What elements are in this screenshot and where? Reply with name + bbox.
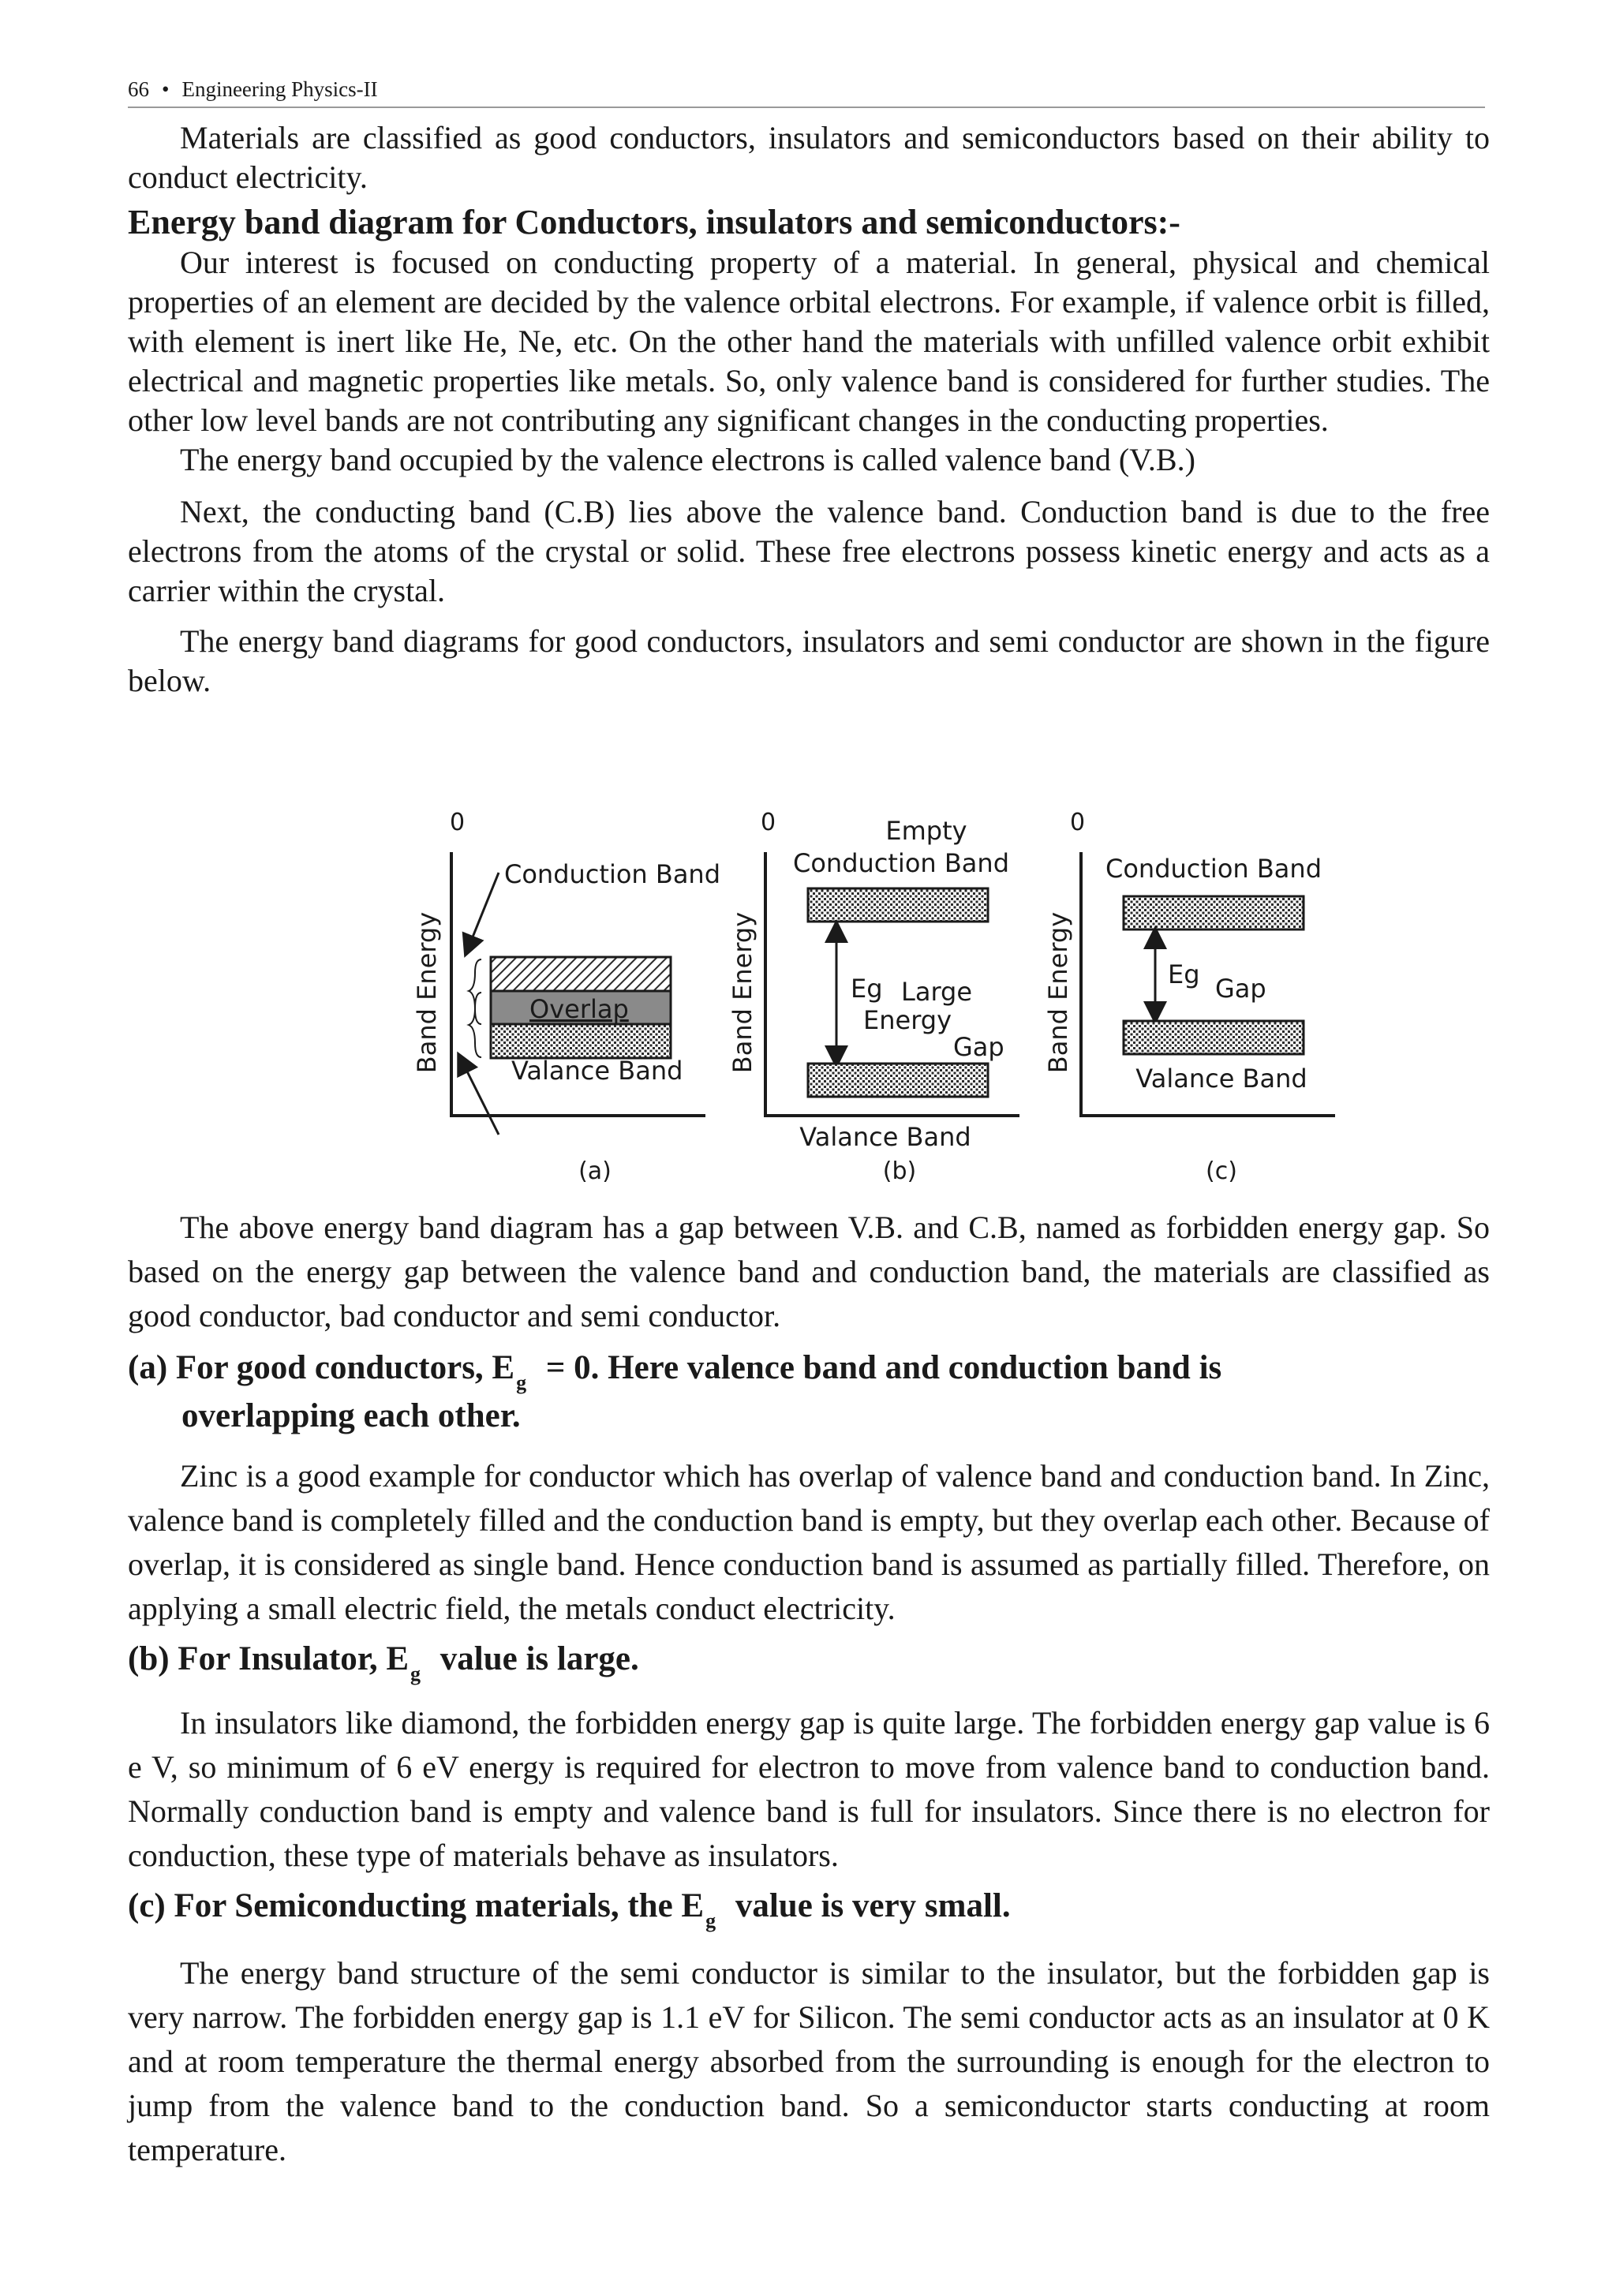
diagram-b-large-label: Large: [901, 977, 973, 1007]
heading-semiconducting: [128, 1884, 1490, 1932]
diagram-b-valence-band: [808, 1064, 988, 1097]
energy-band-diagrams: [128, 732, 1490, 1190]
heading-b-text-rest: value is large.: [432, 1640, 639, 1677]
diagram-a-overlap-label: Overlap: [529, 994, 629, 1024]
heading-b-subscript: g: [410, 1662, 421, 1685]
heading-insulator: [128, 1637, 1490, 1685]
diagram-b-empty-label: Empty: [885, 816, 967, 846]
section-heading: Energy band diagram for Conductors, insulators and semiconductors:-: [128, 203, 1180, 241]
book-title: Engineering Physics-II: [181, 77, 378, 101]
diagram-b-y-label: Band Energy: [728, 911, 758, 1074]
diagram-c-valence-label: Valance Band: [1135, 1064, 1307, 1094]
diagram-b-valence-label: Valance Band: [799, 1122, 971, 1152]
diagram-b-caption: (b): [882, 1157, 917, 1185]
page-body: [128, 118, 1490, 2172]
diagram-c-gap-label: Gap: [1215, 974, 1266, 1004]
paragraph-valence-band: The energy band occupied by the valence electrons is called valence band (V.B.): [180, 442, 1195, 477]
heading-a-text: (a) For good conductors, E: [128, 1349, 515, 1386]
diagram-b-origin: 0: [761, 809, 776, 836]
diagram-a-conduction-arrow: [469, 873, 499, 947]
diagram-c-conduction-label: Conduction Band: [1105, 854, 1322, 884]
diagram-a-valence-label: Valance Band: [511, 1056, 683, 1086]
diagram-a-conduction-band: [491, 957, 671, 991]
diagram-a-caption: (a): [578, 1157, 612, 1185]
diagram-b-energy-label: Energy: [863, 1005, 952, 1035]
diagram-a-brace-lower: [469, 993, 481, 1057]
diagram-b-conduction-label: Conduction Band: [792, 848, 1010, 878]
diagram-a-conductor: [412, 809, 720, 1185]
paragraph-figure-intro: The energy band diagrams for good conductors, insulators and semi conductor are shown in the figure below.: [128, 623, 1490, 698]
header-separator: •: [162, 77, 170, 101]
page-number: 66: [128, 77, 149, 101]
paragraph-diamond: In insulators like diamond, the forbidden energy gap is quite large. The forbidden energy gap value is 6 e V, so minimum of 6 eV energy is required for electron to move from valence band to conduction band. Normally conduction band is empty and valence band is full for insulators. Since there is no electron for conduction, these type of materials behave as insulators.: [128, 1705, 1490, 1873]
diagram-c-valence-band: [1124, 1021, 1304, 1054]
diagram-a-valence-arrow: [462, 1062, 499, 1135]
paragraph-valence-orbital: Our interest is focused on conducting property of a material. In general, physical and chemical properties of an element are decided by the valence orbital electrons. For example, if valence orbit is filled, with element is inert like He, Ne, etc. On the other hand the materials with unfilled valence orbit exhibit electrical and magnetic properties like metals. So, only valence band is considered for further studies. The other low level bands are not contributing any significant changes in the conducting properties.: [128, 245, 1490, 438]
intro-paragraph: Materials are classified as good conductors, insulators and semiconductors based on their ability to conduct electricity.: [128, 120, 1490, 195]
heading-c-subscript: g: [705, 1909, 716, 1932]
running-header: [128, 77, 1485, 108]
heading-a-subscript: g: [516, 1371, 527, 1394]
paragraph-silicon: The energy band structure of the semi conductor is similar to the insulator, but the forbidden gap is very narrow. The forbidden energy gap is 1.1 eV for Silicon. The semi conductor acts as an insulator at 0 K and at room temperature the thermal energy absorbed from the surrounding is enough for the electron to jump from the valence band to the conduction band. So a semiconductor starts conducting at room temperature.: [128, 1955, 1490, 2167]
diagram-a-y-label: Band Energy: [412, 911, 442, 1074]
diagram-c-eg-label: Eg: [1168, 959, 1200, 989]
diagram-c-origin: 0: [1070, 809, 1086, 836]
diagram-a-conduction-label: Conduction Band: [504, 859, 721, 889]
heading-a-text-rest: = 0. Here valence band and conduction band is: [537, 1349, 1222, 1386]
energy-band-figure: [128, 732, 1490, 1190]
paragraph-conduction-band: Next, the conducting band (C.B) lies above the valence band. Conduction band is due to the free electrons from the atoms of the crystal or solid. These free electrons possess kinetic energy and acts as a carrier within the crystal.: [128, 494, 1490, 608]
diagram-c-y-label: Band Energy: [1043, 911, 1073, 1074]
diagram-b-gap-label: Gap: [953, 1032, 1004, 1062]
diagram-a-valence-band: [491, 1024, 671, 1058]
heading-c-text-rest: value is very small.: [727, 1887, 1011, 1924]
diagram-c-conduction-band: [1124, 896, 1304, 929]
diagram-b-insulator: [728, 809, 1019, 1185]
diagram-b-conduction-band: [808, 888, 988, 922]
heading-b-text: (b) For Insulator, E: [128, 1640, 410, 1677]
heading-a-continuation: overlapping each other.: [181, 1397, 521, 1434]
paragraph-zinc: Zinc is a good example for conductor which has overlap of valence band and conduction band. In Zinc, valence band is completely filled and the conduction band is empty, but they overlap each other. Because of overlap, it is considered as single band. Hence conduction band is assumed as partially filled. Therefore, on applying a small electric field, the metals conduct electricity.: [128, 1458, 1490, 1626]
heading-good-conductors: [128, 1346, 1490, 1438]
heading-c-text: (c) For Semiconducting materials, the E: [128, 1887, 705, 1924]
diagram-b-eg-label: Eg: [851, 974, 883, 1004]
diagram-c-caption: (c): [1206, 1157, 1237, 1185]
diagram-c-semiconductor: [1043, 809, 1335, 1185]
diagram-a-origin: 0: [450, 809, 466, 836]
paragraph-forbidden-gap: The above energy band diagram has a gap between V.B. and C.B, named as forbidden energy gap. So based on the energy gap between the valence band and conduction band, the materials are classified as good conductor, bad conductor and semi conductor.: [128, 1210, 1490, 1333]
